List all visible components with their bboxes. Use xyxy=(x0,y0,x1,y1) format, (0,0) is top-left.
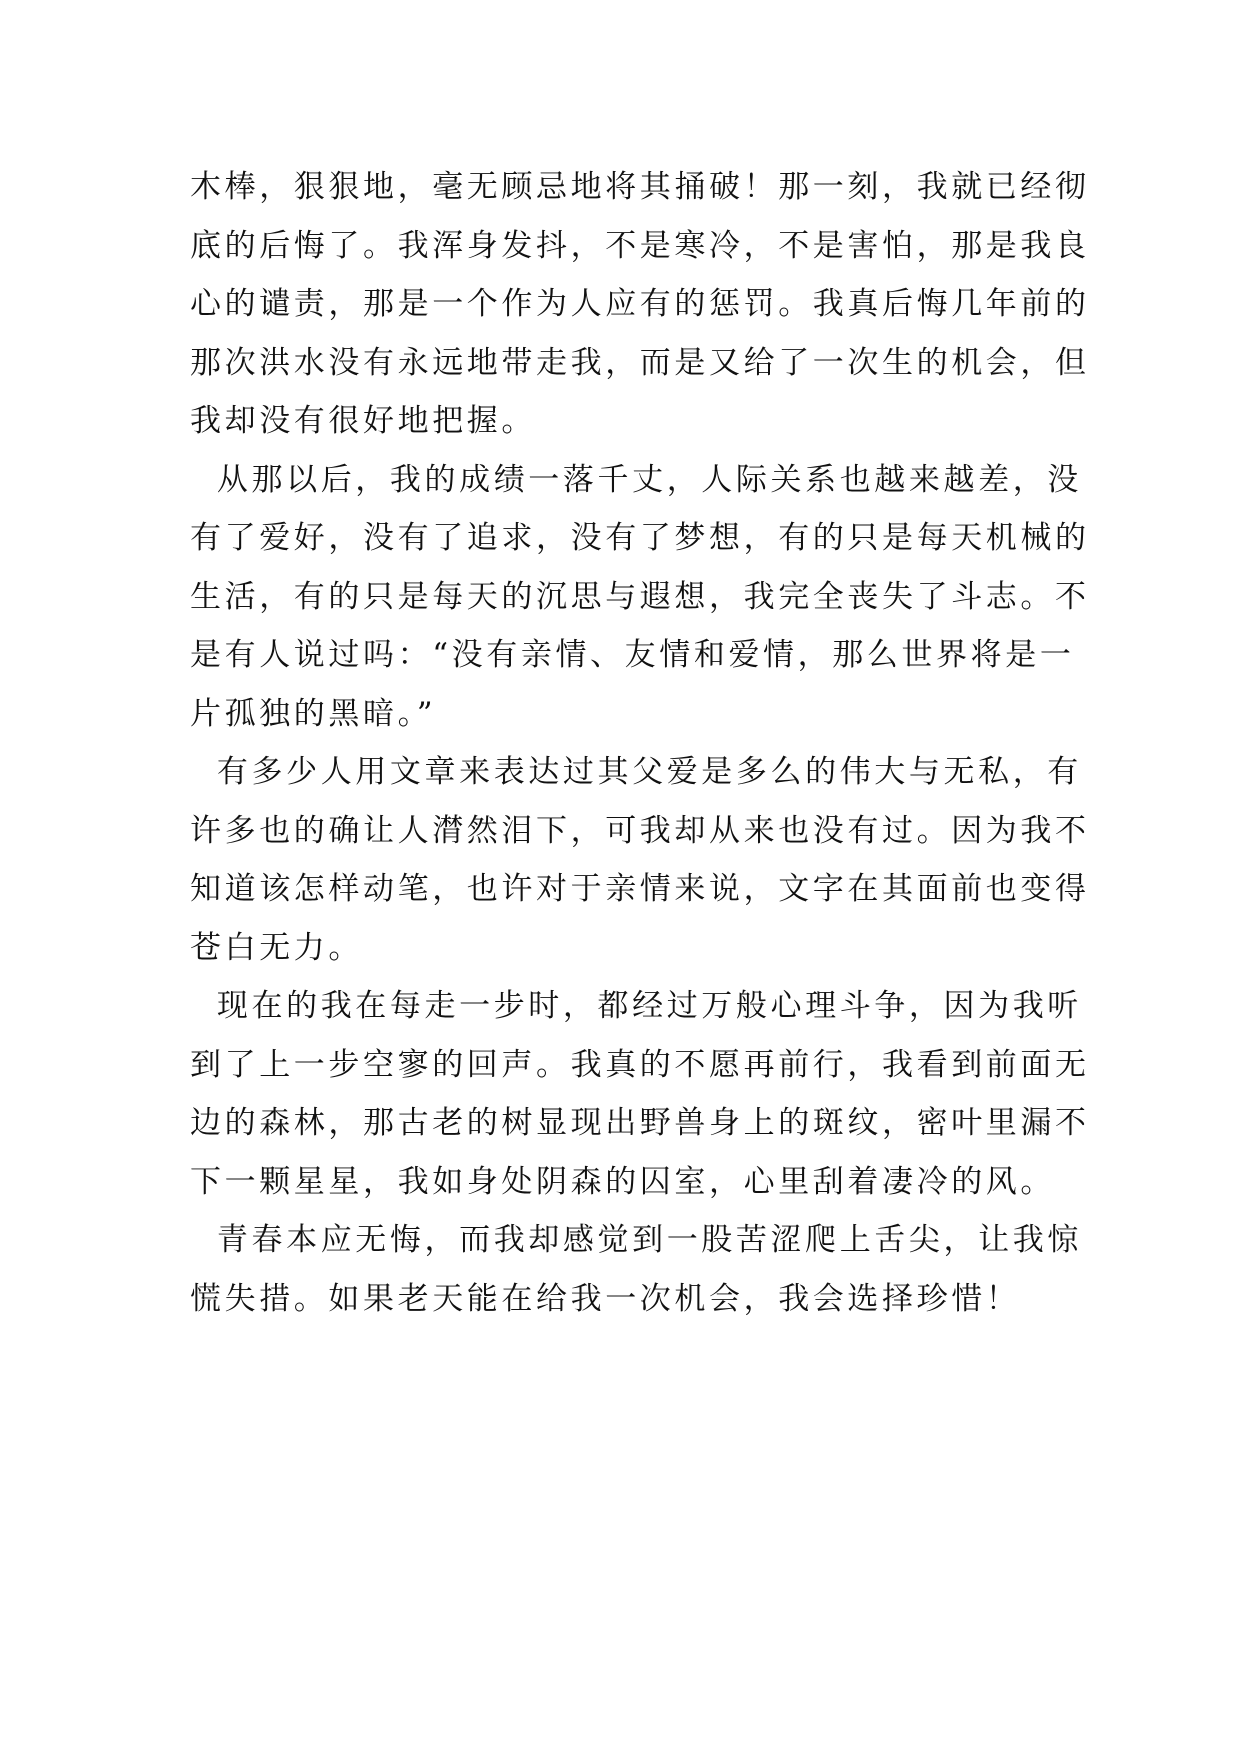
essay-body xyxy=(190,158,1090,1328)
text-line: 心的谴责，那是一个作为人应有的惩罚。我真后悔几年前的 xyxy=(190,286,1090,322)
text-line: 生活，有的只是每天的沉思与遐想，我完全丧失了斗志。不 xyxy=(190,578,1090,615)
text-line: 底的后悔了。我浑身发抖，不是寒冷，不是害怕，那是我良 xyxy=(190,227,1090,264)
text-line: 那次洪水没有永远地带走我，而是又给了一次生的机会，但 xyxy=(190,344,1090,381)
text-line: 有多少人用文章来表达过其父爱是多么的伟大与无私，有 xyxy=(190,754,1082,790)
text-line: 知道该怎样动笔，也许对于亲情来说，文字在其面前也变得 xyxy=(190,871,1090,907)
text-line: 从那以后，我的成绩一落千丈，人际关系也越来越差，没 xyxy=(190,461,1082,498)
text-line: 许多也的确让人潸然泪下，可我却从来也没有过。因为我不 xyxy=(190,812,1090,849)
text-line: 现在的我在每走一步时，都经过万般心理斗争，因为我听 xyxy=(190,988,1082,1024)
text-line: 边的森林，那古老的树显现出野兽身上的斑纹，密叶里漏不 xyxy=(190,1105,1090,1141)
text-line: 下一颗星星，我如身处阴森的囚室，心里刮着凄冷的风。 xyxy=(190,1163,1055,1200)
text-line: 慌失措。如果老天能在给我一次机会，我会选择珍惜！ xyxy=(190,1280,1021,1317)
text-line: 我却没有很好地把握。 xyxy=(190,403,536,439)
text-line: 苍白无力。 xyxy=(190,929,363,966)
text-line: 青春本应无悔，而我却感觉到一股苦涩爬上舌尖，让我惊 xyxy=(190,1222,1082,1258)
text-line: 有了爱好，没有了追求，没有了梦想，有的只是每天机械的 xyxy=(190,520,1090,556)
text-line: 到了上一步空寥的回声。我真的不愿再前行，我看到前面无 xyxy=(190,1046,1090,1083)
text-line: 片孤独的黑暗。” xyxy=(190,695,437,732)
text-line: 木棒，狠狠地，毫无顾忌地将其捅破！那一刻，我就已经彻 xyxy=(190,169,1090,205)
text-line: 是有人说过吗：“没有亲情、友情和爱情，那么世界将是一 xyxy=(190,637,1075,673)
